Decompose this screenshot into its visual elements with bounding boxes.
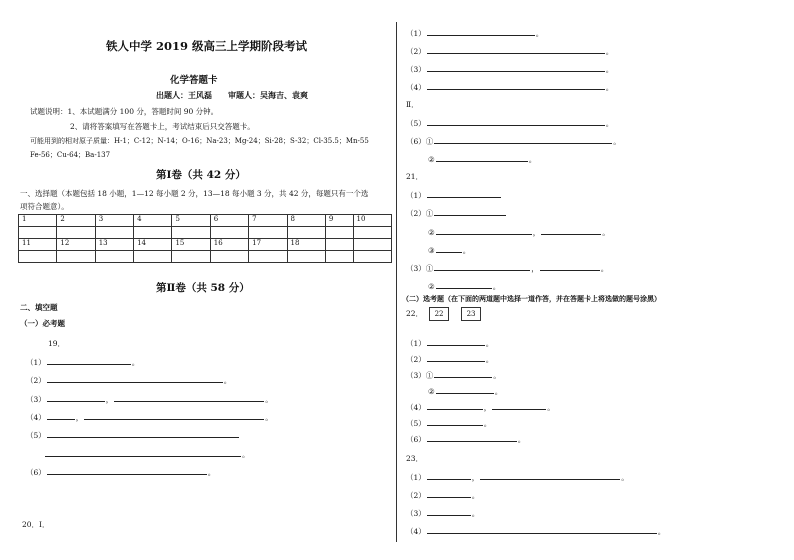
- punct: 。: [547, 403, 555, 412]
- q20-line-6b: [428, 153, 536, 165]
- answer-blank[interactable]: [427, 81, 605, 90]
- q21-line-2: [406, 207, 507, 219]
- punct: 。: [517, 435, 526, 444]
- instructions-1: 试题说明：1、本试题满分 100 分，答题时间 90 分钟。: [30, 107, 219, 116]
- item-label: （2）①: [406, 209, 434, 218]
- punct: 。: [131, 358, 140, 367]
- answer-cell[interactable]: [172, 227, 210, 239]
- answer-blank[interactable]: [47, 466, 207, 475]
- q20-line-4: [406, 81, 613, 93]
- punct: 。: [535, 29, 544, 38]
- answer-blank[interactable]: [114, 393, 264, 402]
- grid-cell: 12: [57, 239, 95, 251]
- answer-blank[interactable]: [436, 153, 528, 162]
- answer-blank[interactable]: [427, 507, 471, 516]
- item-label: （4）: [406, 527, 426, 536]
- punct: 。: [613, 137, 621, 146]
- answer-blank[interactable]: [45, 448, 241, 457]
- grid-cell: 18: [287, 239, 325, 251]
- required-section-heading: （一）必考题: [20, 319, 65, 328]
- punct: 。: [471, 509, 480, 518]
- answer-cell[interactable]: [210, 251, 248, 263]
- punct: 。: [494, 387, 503, 396]
- question-21: 21．: [406, 172, 424, 181]
- answer-blank[interactable]: [427, 433, 517, 442]
- punct: ，: [105, 395, 114, 404]
- grid-row-answers-1: [19, 227, 392, 239]
- answer-blank[interactable]: [427, 63, 605, 72]
- punct: 。: [605, 83, 614, 92]
- answer-blank[interactable]: [427, 471, 471, 480]
- item-label: ③: [428, 246, 435, 255]
- q20-line-2: [406, 45, 613, 57]
- grid-row-numbers-1: [19, 215, 392, 227]
- answer-blank[interactable]: [47, 411, 75, 420]
- answer-blank[interactable]: [540, 262, 600, 271]
- punct: 。: [605, 65, 614, 74]
- answer-cell[interactable]: [134, 227, 172, 239]
- q19-line-6: [26, 466, 215, 478]
- answer-blank[interactable]: [427, 417, 483, 426]
- punct: ，: [531, 264, 539, 273]
- grid-cell: 17: [249, 239, 287, 251]
- item-label: （2）: [406, 491, 426, 500]
- answer-blank[interactable]: [427, 401, 483, 410]
- q21-line-3b: [428, 280, 500, 292]
- answer-blank[interactable]: [541, 226, 601, 235]
- answer-blank[interactable]: [47, 356, 131, 365]
- question-23: 23．: [406, 454, 424, 463]
- grid-cell: 16: [210, 239, 248, 251]
- answer-cell[interactable]: [287, 251, 325, 263]
- part1-desc-2: 项符合题意）。: [20, 202, 69, 211]
- grid-cell: 4: [134, 215, 172, 227]
- punct: 。: [605, 47, 614, 56]
- punct: 。: [493, 371, 501, 380]
- grid-cell: 14: [134, 239, 172, 251]
- grid-row-numbers-2: [19, 239, 392, 251]
- punct: 。: [621, 473, 629, 482]
- punct: ，: [532, 228, 541, 237]
- punct: 。: [207, 468, 216, 477]
- item-label: （3）: [406, 509, 426, 518]
- q22-line-5: [406, 417, 491, 429]
- answer-blank[interactable]: [436, 226, 532, 235]
- q23-line-4: [406, 525, 665, 537]
- answer-cell[interactable]: [95, 251, 133, 263]
- item-label: （4）: [406, 83, 426, 92]
- item-label: （6）: [406, 435, 426, 444]
- punct: 。: [242, 450, 250, 459]
- punct: 。: [485, 339, 494, 348]
- part1-title: 第Ⅰ卷（共 42 分）: [156, 169, 246, 181]
- answer-blank[interactable]: [427, 525, 657, 534]
- grid-cell: 6: [210, 215, 248, 227]
- answer-cell[interactable]: [57, 251, 95, 263]
- elective-choice-row: [406, 307, 493, 321]
- answer-blank[interactable]: [47, 374, 223, 383]
- answer-blank[interactable]: [47, 429, 239, 438]
- punct: 。: [265, 413, 273, 422]
- question-22-label: 22．: [406, 309, 424, 318]
- answer-cell[interactable]: [172, 251, 210, 263]
- q20-line-6: [406, 135, 621, 147]
- q19-line-5b: [44, 448, 250, 460]
- item-label: （3）①: [406, 264, 434, 273]
- item-label: （4）: [26, 413, 46, 422]
- item-label: （5）: [406, 419, 426, 428]
- item-label: ②: [428, 155, 435, 164]
- grid-cell: 8: [287, 215, 325, 227]
- answer-blank[interactable]: [436, 385, 494, 394]
- punct: ，: [75, 413, 84, 422]
- q21-line-2b: [428, 226, 610, 238]
- grid-cell: 13: [95, 239, 133, 251]
- answer-cell[interactable]: [325, 251, 353, 263]
- choice-23-box[interactable]: 23: [461, 307, 481, 321]
- answer-blank[interactable]: [434, 369, 492, 378]
- answer-cell[interactable]: [249, 251, 287, 263]
- punct: 。: [483, 419, 492, 428]
- grid-cell: 9: [325, 215, 353, 227]
- grid-cell: 11: [19, 239, 57, 251]
- answer-blank[interactable]: [436, 280, 492, 289]
- item-label: （5）: [26, 431, 46, 440]
- answer-cell[interactable]: [95, 227, 133, 239]
- item-label: （1）: [406, 29, 426, 38]
- answer-blank[interactable]: [492, 401, 546, 410]
- grid-cell: 1: [19, 215, 57, 227]
- punct: 。: [602, 228, 610, 237]
- card-title: 化学答题卡: [170, 75, 218, 86]
- item-label: （1）: [406, 191, 426, 200]
- punct: 。: [462, 246, 471, 255]
- grid-cell: 15: [172, 239, 210, 251]
- answer-cell[interactable]: [19, 251, 57, 263]
- grid-cell: 10: [353, 215, 391, 227]
- column-divider: [396, 22, 397, 542]
- answer-blank[interactable]: [434, 207, 506, 216]
- q19-line-2: [26, 374, 231, 386]
- exam-title: 铁人中学 2019 级高三上学期阶段考试: [106, 39, 308, 53]
- answer-blank[interactable]: [47, 393, 105, 402]
- answer-blank[interactable]: [427, 489, 471, 498]
- item-label: （1）: [406, 339, 426, 348]
- q20-line-5: [406, 117, 613, 129]
- answer-blank[interactable]: [427, 337, 485, 346]
- answer-blank[interactable]: [427, 353, 485, 362]
- item-label: （3）①: [406, 371, 434, 380]
- q19-line-5: [26, 429, 240, 441]
- q22-line-6: [406, 433, 525, 445]
- item-label: ②: [428, 228, 435, 237]
- answer-blank[interactable]: [427, 189, 501, 198]
- elective-heading: [402, 294, 661, 304]
- punct: 。: [485, 355, 494, 364]
- punct: 。: [657, 527, 666, 536]
- q20-line-3: [406, 63, 613, 75]
- part-2-roman: Ⅱ．: [406, 100, 419, 109]
- answer-blank[interactable]: [427, 117, 605, 126]
- item-label: ②: [428, 387, 435, 396]
- q20-line-1: [406, 27, 543, 39]
- authors: 出题人：王风磊 审题人：吴海吉、袁爽: [156, 90, 308, 100]
- answer-cell[interactable]: [249, 227, 287, 239]
- item-label: （3）: [26, 395, 46, 404]
- answer-blank[interactable]: [427, 27, 535, 36]
- answer-cell[interactable]: [353, 227, 391, 239]
- grid-cell: 5: [172, 215, 210, 227]
- answer-cell[interactable]: [210, 227, 248, 239]
- q21-line-3: [406, 262, 608, 274]
- grid-cell: 2: [57, 215, 95, 227]
- atomic-masses-2: Fe-56；Cu-64；Ba-137: [30, 151, 111, 159]
- answer-blank[interactable]: [434, 135, 612, 144]
- grid-cell: 7: [249, 215, 287, 227]
- answer-cell[interactable]: [19, 227, 57, 239]
- punct: ，: [471, 473, 480, 482]
- punct: 。: [600, 264, 609, 273]
- q22-line-4: [406, 401, 555, 413]
- q21-line-1: [406, 189, 502, 201]
- item-label: （6）: [26, 468, 46, 477]
- fill-section-heading: 二、填空题: [20, 303, 58, 312]
- punct: 。: [492, 282, 501, 291]
- part1-desc-1: 一、选择题（本题包括 18 小题，1—12 每小题 2 分，13—18 每小题 3 分，共 42 分，每题只有一个选: [20, 189, 369, 198]
- question-19: 19．: [48, 339, 66, 348]
- part2-title: 第Ⅱ卷（共 58 分）: [156, 282, 250, 294]
- atomic-masses-1: 可能用到的相对原子质量：H-1；C-12；N-14；O-16；Na-23；Mg-24；Si-28；S-32；Cl-35.5；Mn-55: [30, 137, 369, 145]
- q23-line-2: [406, 489, 479, 501]
- elective-label: （二）选考题: [402, 294, 444, 303]
- grid-row-answers-2: [19, 251, 392, 263]
- punct: 。: [471, 491, 480, 500]
- item-label: （6）①: [406, 137, 434, 146]
- q22-line-2: [406, 353, 493, 365]
- answer-cell[interactable]: [57, 227, 95, 239]
- answer-cell[interactable]: [287, 227, 325, 239]
- item-label: （5）: [406, 119, 426, 128]
- punct: ，: [483, 403, 492, 412]
- item-label: （4）: [406, 403, 426, 412]
- punct: 。: [265, 395, 273, 404]
- grid-cell: [325, 239, 353, 251]
- answer-cell[interactable]: [325, 227, 353, 239]
- item-label: （1）: [406, 473, 426, 482]
- punct: 。: [528, 155, 537, 164]
- punct: 。: [223, 376, 232, 385]
- choice-answer-grid: [18, 214, 392, 263]
- q19-line-4: [26, 411, 273, 423]
- answer-blank[interactable]: [480, 471, 620, 480]
- answer-cell[interactable]: [353, 251, 391, 263]
- punct: 。: [605, 119, 614, 128]
- answer-blank[interactable]: [434, 262, 530, 271]
- grid-cell: [353, 239, 391, 251]
- item-label: ②: [428, 282, 435, 291]
- q22-line-3: [406, 369, 501, 381]
- q19-line-3: [26, 393, 273, 405]
- q22-line-3b: [428, 385, 502, 397]
- item-label: （2）: [26, 376, 46, 385]
- answer-blank[interactable]: [427, 45, 605, 54]
- q23-line-3: [406, 507, 479, 519]
- grid-cell: 3: [95, 215, 133, 227]
- q19-line-1: [26, 356, 139, 368]
- answer-cell[interactable]: [134, 251, 172, 263]
- q23-line-1: [406, 471, 629, 483]
- item-label: （2）: [406, 47, 426, 56]
- q21-line-2c: [428, 244, 470, 256]
- item-label: （2）: [406, 355, 426, 364]
- instructions-2: 2、请将答案填写在答题卡上，考试结束后只交答题卡。: [70, 122, 255, 131]
- answer-blank[interactable]: [84, 411, 264, 420]
- item-label: （3）: [406, 65, 426, 74]
- choice-22-box[interactable]: 22: [429, 307, 449, 321]
- q22-line-1: [406, 337, 493, 349]
- answer-blank[interactable]: [436, 244, 462, 253]
- item-label: （1）: [26, 358, 46, 367]
- elective-note: （在下面的两道题中选择一道作答，并在答题卡上将选做的题号涂黑）: [444, 294, 661, 303]
- question-20: 20．Ⅰ．: [22, 520, 50, 529]
